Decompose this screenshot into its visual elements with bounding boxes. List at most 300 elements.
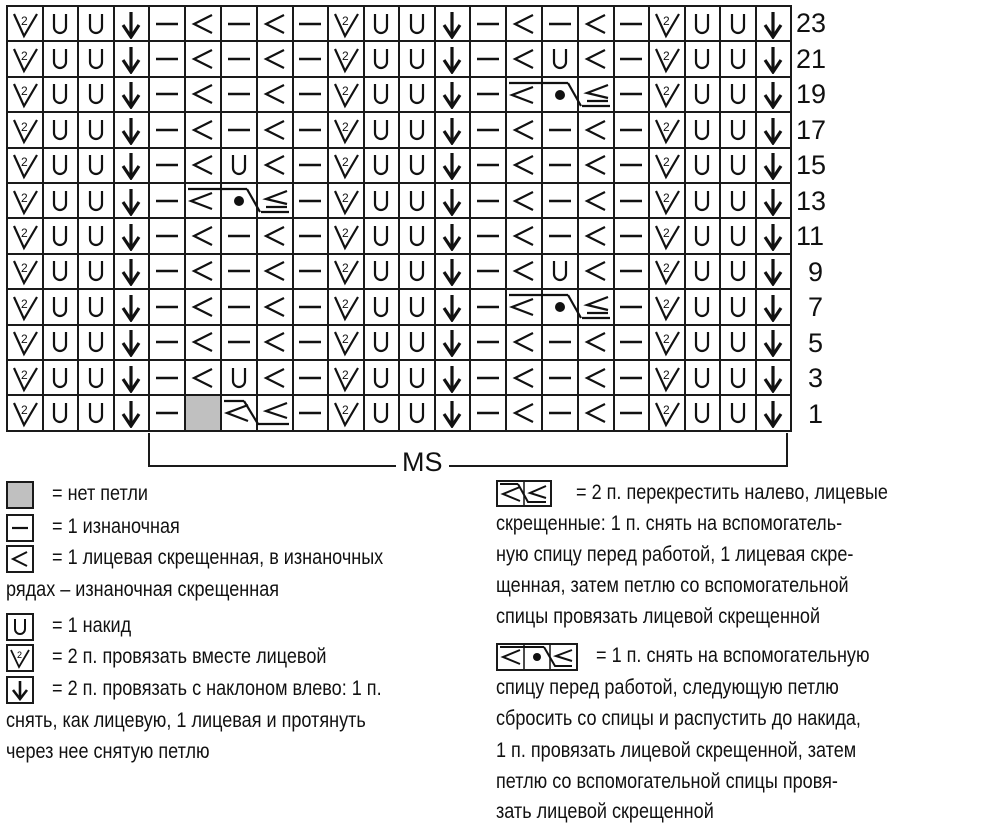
chart-cell <box>470 325 506 360</box>
chart-cell <box>399 77 435 112</box>
ssk-arrow-icon <box>115 79 149 109</box>
chart-cell <box>293 218 329 253</box>
k2tog-icon <box>8 221 42 251</box>
chart-cell <box>7 289 43 324</box>
purl-icon <box>471 363 505 393</box>
chart-cell <box>399 395 435 430</box>
chart-cell <box>542 395 578 430</box>
knit-tbl-icon <box>507 44 541 74</box>
chart-cell <box>328 254 364 289</box>
yarn-over-icon <box>44 363 78 393</box>
knit-tbl-icon <box>507 363 541 393</box>
purl-icon <box>615 292 649 322</box>
chart-cell <box>7 395 43 430</box>
legend-cross-line4: щенная, затем петлю со вспомогательной <box>496 574 849 597</box>
legend-drop-line5: петлю со вспомогательной спицы провя- <box>496 770 838 793</box>
purl-icon <box>615 363 649 393</box>
chart-cell <box>470 254 506 289</box>
knit-tbl-icon <box>579 221 613 251</box>
knit-tbl-icon <box>258 292 292 322</box>
chart-cell <box>257 395 293 430</box>
purl-icon <box>150 327 184 357</box>
legend-drop-line3: сбросить со спицы и распустить до накида, <box>496 707 861 730</box>
yarn-over-icon <box>79 327 113 357</box>
purl-icon <box>294 9 328 39</box>
purl-icon <box>150 292 184 322</box>
chart-row-21 <box>7 41 791 76</box>
chart-cell <box>114 183 150 218</box>
chart-cell <box>542 289 578 324</box>
purl-icon <box>150 256 184 286</box>
purl-icon <box>615 150 649 180</box>
yarn-over-icon <box>400 150 434 180</box>
chart-cell <box>649 41 685 76</box>
purl-icon <box>543 9 577 39</box>
svg-text:2: 2 <box>20 226 28 241</box>
chart-cell <box>149 6 185 41</box>
chart-cell <box>78 6 114 41</box>
k2tog-icon <box>650 256 684 286</box>
ssk-arrow-icon <box>115 44 149 74</box>
yarn-over-icon <box>79 363 113 393</box>
purl-icon <box>615 44 649 74</box>
chart-cell <box>328 218 364 253</box>
chart-cell <box>614 77 650 112</box>
chart-cell <box>649 395 685 430</box>
row-number: 7 <box>808 292 824 322</box>
knit-tbl-icon <box>507 186 541 216</box>
yarn-over-icon <box>44 79 78 109</box>
purl-icon <box>471 398 505 428</box>
yarn-over-icon <box>44 292 78 322</box>
k2tog-icon <box>650 221 684 251</box>
chart-cell <box>149 289 185 324</box>
svg-text:2: 2 <box>20 155 28 170</box>
drop-cable-left-icon <box>507 290 541 323</box>
ssk-arrow-icon <box>115 256 149 286</box>
row-number: 15 <box>796 150 827 180</box>
ssk-icon <box>6 676 34 704</box>
chart-cell <box>7 218 43 253</box>
purl-icon <box>222 327 256 357</box>
chart-cell <box>149 395 185 430</box>
k2tog-icon <box>650 9 684 39</box>
purl-icon <box>471 115 505 145</box>
chart-cell <box>756 218 792 253</box>
chart-cell <box>685 395 721 430</box>
ssk-arrow-icon <box>436 292 470 322</box>
purl-icon <box>150 150 184 180</box>
chart-cell <box>293 148 329 183</box>
chart-cell <box>399 41 435 76</box>
purl-icon <box>471 327 505 357</box>
chart-cell <box>756 325 792 360</box>
chart-cell <box>578 395 614 430</box>
chart-cell <box>506 183 542 218</box>
yarn-over-icon <box>365 44 399 74</box>
yarn-over-icon <box>44 9 78 39</box>
legend-yarn-over: = 1 накид <box>52 614 132 637</box>
knit-tbl-icon <box>507 150 541 180</box>
k2tog-icon <box>8 186 42 216</box>
chart-cell <box>114 77 150 112</box>
chart-cell <box>364 6 400 41</box>
ssk-arrow-icon <box>115 363 149 393</box>
chart-cell <box>578 254 614 289</box>
no-stitch-icon <box>6 481 34 509</box>
yarn-over-icon <box>365 115 399 145</box>
purl-icon <box>543 221 577 251</box>
chart-cell <box>649 360 685 395</box>
knit-tbl-icon <box>507 256 541 286</box>
k2tog-icon <box>8 398 42 428</box>
chart-cell <box>720 325 756 360</box>
chart-cell <box>221 183 257 218</box>
svg-text:2: 2 <box>20 402 28 417</box>
ssk-arrow-icon <box>115 292 149 322</box>
svg-text:2: 2 <box>20 296 28 311</box>
chart-cell <box>185 112 221 147</box>
legend-cross-line3: ную спицу перед работой, 1 лицевая скре- <box>496 543 854 566</box>
knit-tbl-icon <box>186 292 220 322</box>
chart-cell <box>114 6 150 41</box>
chart-cell <box>7 112 43 147</box>
svg-text:2: 2 <box>341 190 349 205</box>
yarn-over-icon <box>400 79 434 109</box>
chart-cell <box>720 218 756 253</box>
chart-cell <box>114 254 150 289</box>
chart-cell <box>470 218 506 253</box>
chart-cell <box>720 112 756 147</box>
chart-cell <box>399 360 435 395</box>
chart-cell <box>293 395 329 430</box>
cross-left-icon <box>496 480 552 507</box>
purl-icon <box>471 292 505 322</box>
knit-tbl-icon <box>507 9 541 39</box>
chart-cell <box>78 41 114 76</box>
drop-cable-left-icon <box>186 184 220 217</box>
k2tog-icon <box>329 363 363 393</box>
chart-cell <box>542 360 578 395</box>
yarn-over-icon <box>365 150 399 180</box>
chart-cell <box>435 77 471 112</box>
yarn-over-icon <box>365 363 399 393</box>
ssk-arrow-icon <box>115 115 149 145</box>
chart-cell <box>614 183 650 218</box>
purl-icon <box>471 79 505 109</box>
chart-cell <box>185 41 221 76</box>
k2tog-icon <box>329 186 363 216</box>
chart-cell <box>364 218 400 253</box>
chart-cell <box>578 6 614 41</box>
legend-ssk-line3: через нее снятую петлю <box>6 740 210 763</box>
yarn-over-icon <box>686 150 720 180</box>
svg-text:2: 2 <box>20 49 28 64</box>
purl-icon <box>150 186 184 216</box>
knit-tbl-icon <box>258 79 292 109</box>
drop-stitch-cable-icon <box>496 643 578 671</box>
purl-icon <box>294 150 328 180</box>
chart-cell <box>149 254 185 289</box>
legend-cross-line2: скрещенные: 1 п. снять на вспомогатель- <box>496 512 843 535</box>
chart-cell <box>293 183 329 218</box>
ssk-arrow-icon <box>757 221 791 251</box>
chart-row-17 <box>7 112 791 147</box>
yarn-over-icon <box>400 221 434 251</box>
purl-icon <box>294 256 328 286</box>
chart-cell <box>506 112 542 147</box>
row-number: 23 <box>796 8 827 38</box>
yarn-over-icon <box>44 398 78 428</box>
chart-cell <box>257 325 293 360</box>
yarn-over-icon <box>686 221 720 251</box>
chart-cell <box>221 112 257 147</box>
yarn-over-icon <box>365 398 399 428</box>
row-number: 17 <box>796 114 827 145</box>
ssk-arrow-icon <box>757 150 791 180</box>
k2tog-icon <box>8 327 42 357</box>
chart-cell <box>364 325 400 360</box>
k2tog-icon <box>650 115 684 145</box>
legend-k2tog: = 2 п. провязать вместе лицевой <box>52 645 327 668</box>
ssk-arrow-icon <box>115 150 149 180</box>
chart-cell <box>78 148 114 183</box>
chart-cell <box>435 6 471 41</box>
chart-cell <box>7 254 43 289</box>
chart-cell <box>720 77 756 112</box>
svg-text:2: 2 <box>341 155 349 170</box>
purl-icon <box>471 256 505 286</box>
knit-tbl-icon <box>186 9 220 39</box>
chart-cell <box>43 218 79 253</box>
chart-cell <box>43 112 79 147</box>
svg-text:2: 2 <box>662 119 670 134</box>
row-number: 9 <box>808 256 824 287</box>
legend-ssk-line1: = 2 п. провязать с наклоном влево: 1 п. <box>52 677 382 700</box>
chart-cell <box>435 183 471 218</box>
chart-cell <box>257 360 293 395</box>
purl-icon <box>294 327 328 357</box>
chart-cell <box>43 148 79 183</box>
knit-tbl-icon <box>579 363 613 393</box>
chart-cell <box>221 289 257 324</box>
chart-cell <box>399 254 435 289</box>
chart-cell <box>7 183 43 218</box>
chart-cell <box>149 183 185 218</box>
chart-cell <box>7 360 43 395</box>
ssk-arrow-icon <box>757 9 791 39</box>
chart-cell <box>614 289 650 324</box>
chart-cell <box>328 77 364 112</box>
chart-cell <box>257 148 293 183</box>
chart-cell <box>7 6 43 41</box>
yarn-over-icon <box>543 256 577 286</box>
chart-cell <box>720 360 756 395</box>
chart-cell <box>149 112 185 147</box>
knit-tbl-icon <box>186 363 220 393</box>
cross-left-a-icon <box>222 396 256 429</box>
legend-drop-line2: спицу перед работой, следующую петлю <box>496 676 839 699</box>
yarn-over-icon <box>365 9 399 39</box>
chart-cell <box>435 112 471 147</box>
chart-cell <box>578 218 614 253</box>
chart-cell <box>435 360 471 395</box>
chart-cell <box>328 41 364 76</box>
chart-cell <box>43 254 79 289</box>
chart-cell <box>114 360 150 395</box>
yarn-over-icon <box>44 256 78 286</box>
chart-cell <box>470 183 506 218</box>
k2tog-icon <box>650 327 684 357</box>
chart-cell <box>364 112 400 147</box>
k2tog-icon <box>8 115 42 145</box>
ssk-arrow-icon <box>757 79 791 109</box>
chart-cell <box>399 148 435 183</box>
ssk-arrow-icon <box>436 115 470 145</box>
chart-cell <box>257 218 293 253</box>
chart-cell <box>114 112 150 147</box>
chart-cell <box>114 41 150 76</box>
k2tog-icon <box>329 292 363 322</box>
purl-icon <box>222 256 256 286</box>
yarn-over-icon <box>400 363 434 393</box>
chart-cell <box>756 183 792 218</box>
knitting-chart-grid <box>6 5 792 432</box>
legend-drop-line4: 1 п. провязать лицевой скрещенной, затем <box>496 739 857 762</box>
chart-cell <box>399 112 435 147</box>
purl-icon <box>471 9 505 39</box>
chart-cell <box>185 148 221 183</box>
knit-tbl-icon <box>186 79 220 109</box>
svg-text:2: 2 <box>341 332 349 347</box>
chart-cell <box>257 6 293 41</box>
chart-cell <box>293 112 329 147</box>
chart-cell <box>685 289 721 324</box>
k2tog-icon <box>8 292 42 322</box>
svg-text:2: 2 <box>341 119 349 134</box>
chart-cell <box>399 289 435 324</box>
chart-cell <box>614 6 650 41</box>
knit-tbl-icon <box>579 256 613 286</box>
purl-icon <box>294 186 328 216</box>
yarn-over-icon <box>686 398 720 428</box>
chart-cell <box>221 148 257 183</box>
chart-cell <box>78 218 114 253</box>
chart-cell <box>578 112 614 147</box>
yarn-over-icon <box>79 150 113 180</box>
chart-cell <box>685 77 721 112</box>
chart-cell <box>78 183 114 218</box>
chart-cell <box>542 6 578 41</box>
chart-cell <box>7 325 43 360</box>
svg-text:2: 2 <box>662 49 670 64</box>
yarn-over-icon <box>543 44 577 74</box>
chart-cell <box>221 6 257 41</box>
chart-cell <box>614 218 650 253</box>
knit-tbl-icon <box>579 44 613 74</box>
svg-text:2: 2 <box>662 367 670 382</box>
chart-cell <box>649 325 685 360</box>
chart-cell <box>756 112 792 147</box>
chart-cell <box>78 395 114 430</box>
knit-tbl-icon <box>186 150 220 180</box>
ssk-arrow-icon <box>115 9 149 39</box>
chart-cell <box>328 289 364 324</box>
yarn-over-icon <box>79 221 113 251</box>
knit-tbl-icon <box>579 186 613 216</box>
purl-icon <box>294 363 328 393</box>
chart-row-15 <box>7 148 791 183</box>
chart-cell <box>470 360 506 395</box>
chart-cell <box>78 254 114 289</box>
chart-cell <box>364 183 400 218</box>
yarn-over-icon <box>721 398 755 428</box>
chart-cell <box>328 325 364 360</box>
svg-text:2: 2 <box>341 84 349 99</box>
yarn-over-icon <box>400 186 434 216</box>
purl-icon <box>222 115 256 145</box>
yarn-over-icon <box>400 398 434 428</box>
chart-cell <box>221 254 257 289</box>
chart-cell <box>578 41 614 76</box>
purl-icon <box>294 292 328 322</box>
cross-left-b-icon <box>258 396 292 429</box>
chart-cell <box>435 218 471 253</box>
chart-row-13 <box>7 183 791 218</box>
k2tog-icon <box>650 150 684 180</box>
chart-cell <box>221 395 257 430</box>
chart-cell <box>221 360 257 395</box>
chart-cell <box>756 41 792 76</box>
chart-row-9 <box>7 254 791 289</box>
chart-cell <box>114 289 150 324</box>
yarn-over-icon <box>721 256 755 286</box>
chart-cell <box>614 112 650 147</box>
yarn-over-icon <box>79 256 113 286</box>
chart-cell <box>506 41 542 76</box>
chart-cell <box>720 254 756 289</box>
yarn-over-icon <box>44 44 78 74</box>
k2tog-icon <box>650 398 684 428</box>
drop-cable-right-icon <box>579 290 613 323</box>
svg-text:2: 2 <box>662 84 670 99</box>
ssk-arrow-icon <box>757 115 791 145</box>
chart-cell <box>293 6 329 41</box>
knit-tbl-icon <box>186 221 220 251</box>
chart-cell <box>506 395 542 430</box>
chart-cell <box>685 218 721 253</box>
chart-cell <box>114 218 150 253</box>
purl-icon <box>543 398 577 428</box>
chart-cell <box>756 360 792 395</box>
chart-cell <box>43 6 79 41</box>
chart-cell <box>578 325 614 360</box>
purl-icon <box>294 221 328 251</box>
chart-cell <box>649 254 685 289</box>
yarn-over-icon <box>721 150 755 180</box>
chart-cell <box>506 218 542 253</box>
drop-cable-left-icon <box>507 78 541 111</box>
chart-cell <box>257 112 293 147</box>
chart-cell <box>470 112 506 147</box>
chart-cell <box>649 77 685 112</box>
yarn-over-icon <box>365 79 399 109</box>
k2tog-icon <box>329 44 363 74</box>
chart-cell <box>78 77 114 112</box>
chart-cell <box>185 360 221 395</box>
chart-row-1 <box>7 395 791 430</box>
legend-purl: = 1 изнаночная <box>52 515 180 538</box>
